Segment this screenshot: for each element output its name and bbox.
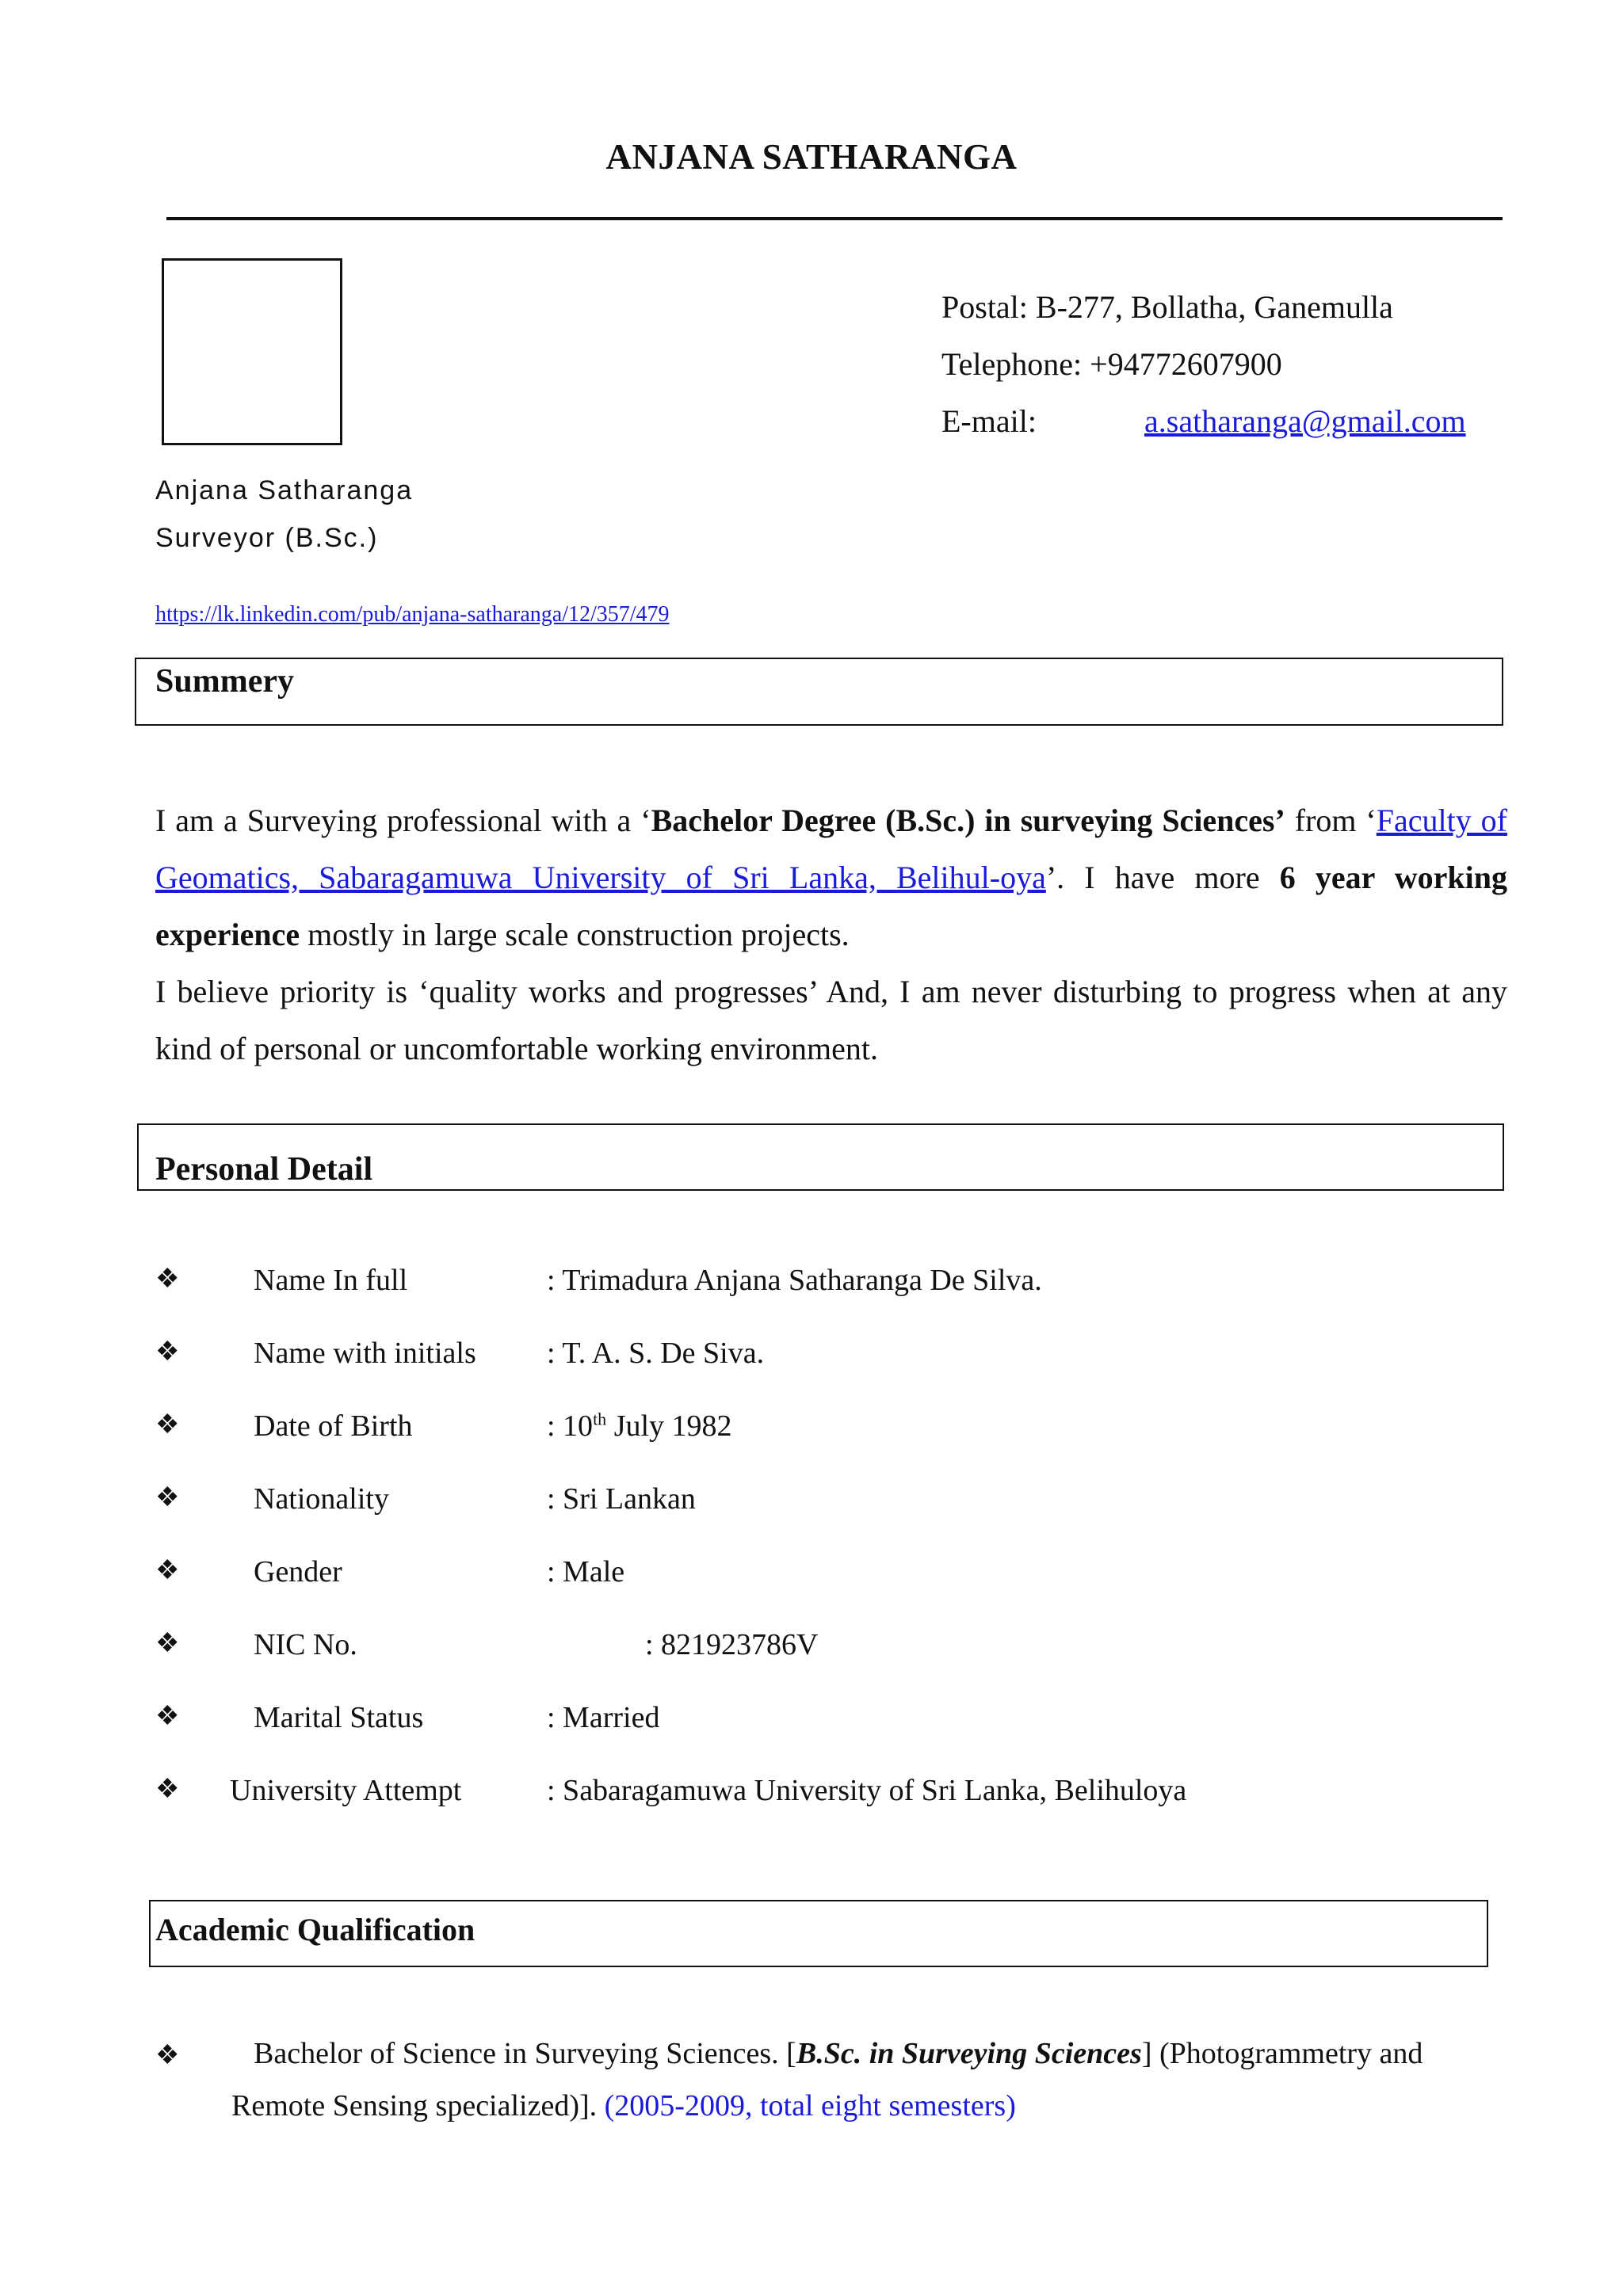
summary-heading-box xyxy=(135,658,1503,726)
diamond-bullet-icon: ❖ xyxy=(155,1264,180,1294)
diamond-bullet-icon: ❖ xyxy=(155,1337,180,1367)
title-divider xyxy=(166,217,1503,220)
email-link[interactable]: a.satharanga@gmail.com xyxy=(1144,403,1466,439)
degree-period: (2005-2009, total eight semesters) xyxy=(604,2089,1016,2122)
summary-degree: Bachelor Degree (B.Sc.) in surveying Sciences’ xyxy=(651,803,1285,838)
profile-title: Surveyor (B.Sc.) xyxy=(155,523,379,553)
detail-label: Name In full xyxy=(254,1264,408,1297)
diamond-bullet-icon: ❖ xyxy=(155,1410,180,1440)
dob-ordinal: th xyxy=(593,1409,607,1429)
diamond-bullet-icon: ❖ xyxy=(155,2041,180,2070)
summary-p1-c: ’. I have more xyxy=(1045,860,1280,895)
photo-placeholder xyxy=(162,258,342,445)
summary-text xyxy=(155,792,1507,1077)
summary-p1-a: I am a Surveying professional with a ‘ xyxy=(155,803,651,838)
diamond-bullet-icon: ❖ xyxy=(155,1556,180,1585)
detail-label: NIC No. xyxy=(254,1628,357,1661)
dob-day: : 10 xyxy=(547,1409,594,1443)
detail-value: : Trimadura Anjana Satharanga De Silva. xyxy=(547,1264,1042,1297)
academic-heading: Academic Qualification xyxy=(155,1912,475,1947)
degree-text: Bachelor of Science in Surveying Sciences. [ xyxy=(254,2037,796,2070)
dob-month-year: July 1982 xyxy=(606,1409,732,1443)
summary-experience: 6 year working experience xyxy=(155,860,1508,952)
faculty-link[interactable]: Faculty of Geomatics, Sabaragamuwa University of Sri Lanka, Belihul-oya xyxy=(155,803,1507,895)
detail-value: : Male xyxy=(547,1555,625,1589)
detail-label: University Attempt xyxy=(230,1774,462,1807)
detail-value: : Sabaragamuwa University of Sri Lanka, Belihuloya xyxy=(547,1774,1187,1807)
degree-specialization: ] (Photogrammetry and xyxy=(1141,2037,1423,2070)
detail-value: : 821923786V xyxy=(645,1628,819,1661)
detail-label: Name with initials xyxy=(254,1337,476,1370)
detail-value xyxy=(547,1409,732,1444)
detail-label: Nationality xyxy=(254,1482,389,1516)
diamond-bullet-icon: ❖ xyxy=(155,1629,180,1658)
postal-address: Postal: B-277, Bollatha, Ganemulla xyxy=(941,289,1393,325)
detail-value: : Married xyxy=(547,1701,660,1734)
detail-value: : T. A. S. De Siva. xyxy=(547,1337,765,1370)
summary-p2: I believe priority is ‘quality works and progresses’ And, I am never disturbing to progress when at any kind of personal or uncomfortable working environment. xyxy=(155,974,1507,1066)
resume-title: ANJANA SATHARANGA xyxy=(605,137,1018,177)
email-label: E-mail: xyxy=(941,403,1037,439)
profile-name: Anjana Satharanga xyxy=(155,475,414,505)
personal-heading: Personal Detail xyxy=(155,1151,373,1188)
linkedin-link[interactable]: https://lk.linkedin.com/pub/anjana-satharanga/12/357/479 xyxy=(155,602,670,627)
telephone: Telephone: +94772607900 xyxy=(941,346,1282,382)
detail-label: Marital Status xyxy=(254,1701,424,1734)
diamond-bullet-icon: ❖ xyxy=(155,1702,180,1731)
degree-line-2 xyxy=(231,2088,1016,2123)
summary-heading: Summery xyxy=(155,663,294,700)
diamond-bullet-icon: ❖ xyxy=(155,1775,180,1804)
detail-label: Date of Birth xyxy=(254,1409,413,1443)
degree-abbrev: B.Sc. in Surveying Sciences xyxy=(796,2037,1142,2070)
detail-value: : Sri Lankan xyxy=(547,1482,696,1516)
degree-specialization-end: Remote Sensing specialized)]. xyxy=(231,2089,605,2122)
detail-label: Gender xyxy=(254,1555,342,1589)
summary-p1-d: mostly in large scale construction projects. xyxy=(300,917,850,952)
degree-line-1 xyxy=(254,2036,1423,2071)
summary-p1-b: from ‘ xyxy=(1285,803,1377,838)
diamond-bullet-icon: ❖ xyxy=(155,1483,180,1512)
